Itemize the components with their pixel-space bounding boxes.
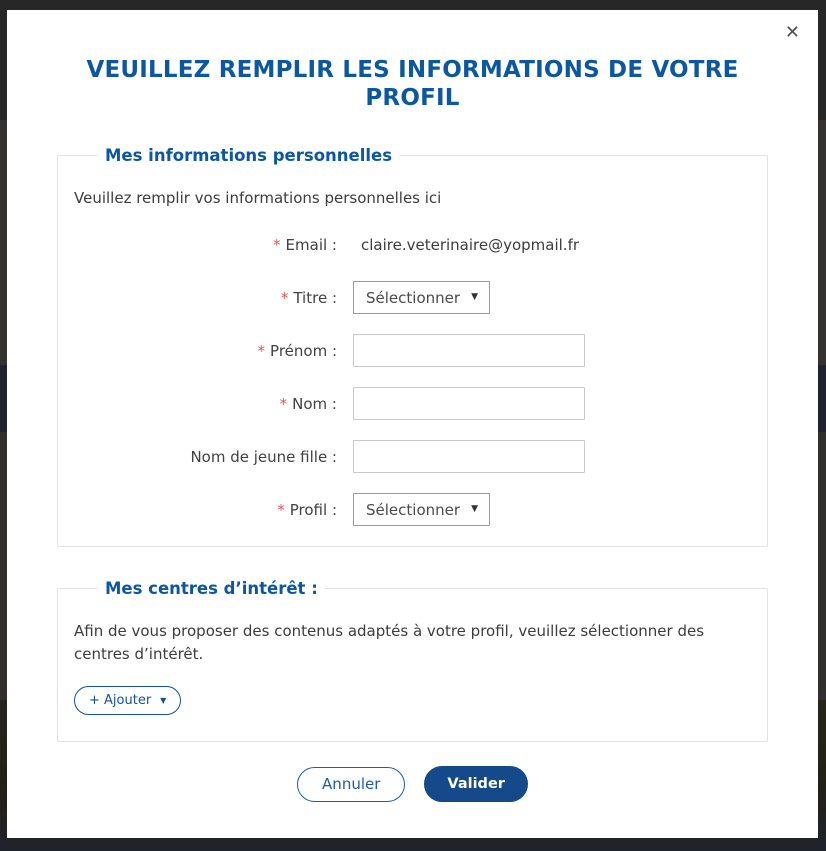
personal-info-section — [57, 146, 768, 547]
required-asterisk: * — [273, 235, 281, 254]
interests-legend: Mes centres d’intérêt : — [105, 579, 318, 598]
form-row-profil — [74, 493, 751, 526]
prenom-input[interactable] — [353, 334, 585, 367]
email-label: * Email : — [273, 235, 337, 254]
email-value: claire.veterinaire@yopmail.fr — [361, 235, 580, 254]
interests-description: Afin de vous proposer des contenus adaptés à votre profil, veuillez sélectionner des centres d’intérêt. — [74, 622, 705, 663]
titre-select-value: Sélectionner — [366, 288, 461, 307]
form-row-email — [74, 228, 751, 261]
required-asterisk: * — [277, 500, 285, 519]
personal-info-intro: Veuillez remplir vos informations personnelles ici — [74, 189, 442, 207]
nom-label: * Nom : — [279, 394, 337, 413]
required-asterisk: * — [279, 394, 288, 413]
cancel-button[interactable]: Annuler — [297, 767, 405, 802]
close-icon[interactable]: ✕ — [784, 22, 800, 43]
prenom-label: * Prénom : — [257, 341, 337, 360]
form-row-titre — [74, 281, 751, 314]
add-interest-button[interactable] — [74, 686, 181, 715]
titre-select[interactable] — [353, 281, 490, 314]
form-row-prenom — [74, 334, 751, 367]
required-asterisk: * — [257, 341, 266, 360]
add-interest-label: + Ajouter — [89, 693, 152, 708]
chevron-down-icon: ▼ — [471, 292, 478, 302]
nom-jeune-fille-input[interactable] — [353, 440, 585, 473]
submit-button[interactable]: Valider — [424, 766, 528, 802]
titre-label: * Titre : — [280, 288, 337, 307]
profil-label: * Profil : — [277, 500, 337, 519]
profil-select[interactable] — [353, 493, 490, 526]
form-row-nom — [74, 387, 751, 420]
modal-title: VEUILLEZ REMPLIR LES INFORMATIONS DE VOTRE PROFIL — [86, 57, 739, 111]
modal-actions — [7, 766, 818, 802]
form-row-nom-jeune-fille — [74, 440, 751, 473]
chevron-down-icon: ▼ — [160, 695, 167, 705]
personal-info-legend: Mes informations personnelles — [105, 146, 393, 165]
nom-input[interactable] — [353, 387, 585, 420]
profile-modal — [7, 10, 818, 838]
nom-jeune-fille-label: Nom de jeune fille : — [190, 447, 337, 466]
interests-section — [57, 579, 768, 742]
profil-select-value: Sélectionner — [366, 500, 461, 519]
chevron-down-icon: ▼ — [471, 504, 478, 514]
required-asterisk: * — [280, 288, 289, 307]
